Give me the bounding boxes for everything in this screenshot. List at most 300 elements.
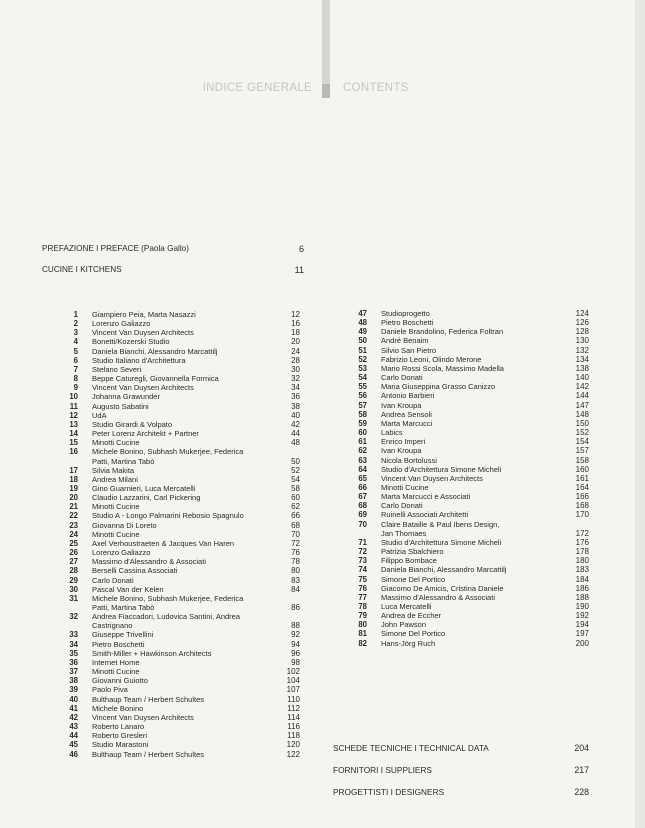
toc-entry-title: PREFAZIONE I PREFACE (Paola Gallo) <box>42 244 189 253</box>
toc-row-designer: Minotti Cucine <box>92 502 140 512</box>
toc-row-number: 11 <box>69 401 78 411</box>
toc-row-number: 22 <box>69 511 78 521</box>
toc-row <box>48 328 300 337</box>
toc-row-designer: Smith-Miller + Hawkinson Architects <box>92 648 212 658</box>
toc-row <box>48 539 300 548</box>
toc-row-page: 32 <box>291 374 300 384</box>
toc-row-number: 55 <box>358 382 367 392</box>
toc-row-designer: Internet Home <box>92 657 140 667</box>
toc-row-page: 197 <box>575 629 589 639</box>
toc-row-page: 138 <box>575 363 589 373</box>
toc-row-number: 75 <box>358 574 367 584</box>
toc-row-page: 154 <box>575 437 589 447</box>
toc-row-page: 12 <box>291 310 300 319</box>
toc-row <box>48 438 300 447</box>
top-divider-bar <box>322 0 330 84</box>
toc-row <box>48 511 300 520</box>
toc-row-number: 35 <box>69 648 78 658</box>
toc-row <box>48 402 300 411</box>
toc-row-number: 62 <box>358 446 367 456</box>
toc-row <box>337 318 589 327</box>
toc-row-designer: Silvia Makita <box>92 465 135 475</box>
toc-row-number: 3 <box>73 328 78 338</box>
toc-row-number: 76 <box>358 583 367 593</box>
toc-row <box>48 630 300 639</box>
toc-row-number: 82 <box>358 638 367 648</box>
toc-row-number: 69 <box>358 510 367 520</box>
toc-row-designer: Andrea Sensoli <box>381 409 432 419</box>
toc-row-designer: Pietro Boschetti <box>381 318 434 328</box>
toc-row-designer: Maria Giuseppina Grasso Canizzo <box>381 382 496 392</box>
toc-row-page: 44 <box>291 429 300 439</box>
toc-row <box>48 576 300 585</box>
toc-row <box>48 347 300 356</box>
toc-row <box>48 493 300 502</box>
toc-row-designer: Labics <box>381 428 403 438</box>
toc-row-number: 26 <box>69 548 78 558</box>
toc-row-number: 73 <box>358 556 367 566</box>
toc-row <box>337 584 589 593</box>
toc-row <box>48 695 300 704</box>
toc-row-page: 164 <box>575 482 589 492</box>
toc-row-designer: Axel Verhoustraeten & Jacques Van Haren <box>92 538 235 548</box>
toc-row <box>48 429 300 438</box>
toc-row <box>337 437 589 446</box>
toc-row-page: 194 <box>575 620 589 630</box>
toc-row <box>337 547 589 556</box>
toc-row-designer: Carlo Donati <box>381 373 423 383</box>
toc-row-number: 29 <box>69 575 78 585</box>
toc-row-designer: Minotti Cucine <box>92 438 140 448</box>
toc-row-designer: Minotti Cucine <box>92 529 140 539</box>
toc-row <box>48 319 300 328</box>
toc-row-page: 96 <box>291 648 300 658</box>
toc-row-page: 36 <box>291 392 300 402</box>
toc-row-page: 192 <box>575 611 589 621</box>
toc-row-page: 161 <box>575 473 589 483</box>
toc-row-designer: Michele Bonino, Subhash Mukerjee, Federica Patti, Martina Tabò <box>92 593 244 612</box>
toc-entry-title: SCHEDE TECNICHE I TECHNICAL DATA <box>333 743 489 753</box>
toc-row-number: 39 <box>69 685 78 695</box>
toc-row-designer: Ivan Kroupa <box>381 400 422 410</box>
toc-row-number: 59 <box>358 418 367 428</box>
toc-row-designer: Studio d'Architettura Simone Micheli <box>381 537 502 547</box>
toc-row-designer: Luca Mercatelli <box>381 602 432 611</box>
toc-row-designer: Vincent Van Duysen Architects <box>92 328 194 338</box>
toc-row <box>337 483 589 492</box>
toc-row <box>337 593 589 602</box>
toc-row-designer: Giovanna Di Loreto <box>92 520 157 530</box>
toc-row-designer: Bulthaup Team / Herbert Schultes <box>92 694 205 704</box>
toc-row-number: 20 <box>69 493 78 503</box>
toc-row-page: 94 <box>291 639 300 649</box>
toc-row <box>337 428 589 437</box>
toc-row <box>48 649 300 658</box>
toc-row-number: 56 <box>358 391 367 401</box>
toc-row <box>337 501 589 510</box>
toc-row-designer: Roberto Gresleri <box>92 731 148 741</box>
toc-row-page: 42 <box>291 419 300 429</box>
toc-row-designer: Beppe Caturegli, Giovannella Formica <box>92 374 219 384</box>
toc-row-designer: Bulthaup Team / Herbert Schultes <box>92 749 205 759</box>
toc-row-number: 48 <box>358 318 367 328</box>
toc-row-page: 66 <box>291 511 300 521</box>
toc-row-designer: Antonio Barbieri <box>381 391 435 401</box>
toc-row-number: 36 <box>69 657 78 667</box>
toc-row-page: 118 <box>287 731 300 741</box>
toc-row-page: 122 <box>286 749 300 759</box>
toc-row-number: 64 <box>358 464 367 474</box>
toc-row-designer: Minotti Cucine <box>92 667 140 677</box>
toc-row-number: 66 <box>358 482 367 492</box>
toc-row-designer: Giovanni Guiotto <box>92 676 148 686</box>
toc-row-page: 112 <box>287 703 300 713</box>
toc-row-number: 28 <box>69 566 78 576</box>
toc-row-number: 8 <box>73 374 78 384</box>
toc-row <box>337 629 589 638</box>
toc-row-designer: Johanna Grawunder <box>92 392 160 402</box>
toc-row-designer: Marta Marcucci e Associati <box>381 492 471 502</box>
toc-row-page: 172 <box>575 528 589 538</box>
toc-row-designer: Berselli Cassina Associati <box>92 566 178 576</box>
toc-row-designer: Bonetti/Kozerski Studio <box>92 337 170 347</box>
toc-row-number: 13 <box>69 419 78 429</box>
toc-row-number: 38 <box>69 676 78 686</box>
toc-row <box>337 520 589 538</box>
toc-row-designer: Daniele Brandolino, Federica Foltran <box>381 327 504 337</box>
toc-row-number: 60 <box>358 428 367 438</box>
toc-row-number: 32 <box>69 612 78 622</box>
toc-row-designer: Ivan Kroupa <box>381 446 422 456</box>
toc-row-number: 7 <box>73 364 78 374</box>
toc-row <box>48 475 300 484</box>
toc-row <box>337 327 589 336</box>
toc-row-designer: Augusto Sabatini <box>92 401 149 411</box>
toc-row-page: 84 <box>291 584 300 594</box>
toc-row <box>337 611 589 620</box>
toc-row-number: 70 <box>358 519 367 529</box>
toc-row-number: 58 <box>358 409 367 419</box>
toc-row-number: 27 <box>69 557 78 567</box>
toc-row-designer: Enrico Imperi <box>381 437 426 447</box>
toc-row-designer: Simone Del Portico <box>381 574 446 584</box>
toc-row-number: 53 <box>358 363 367 373</box>
toc-row-number: 67 <box>358 492 367 502</box>
toc-row-page: 160 <box>575 464 589 474</box>
toc-row <box>337 364 589 373</box>
toc-row-page: 30 <box>291 364 300 374</box>
toc-row-number: 2 <box>73 319 78 329</box>
toc-row <box>48 704 300 713</box>
toc-row-number: 16 <box>69 447 78 457</box>
toc-project-list-right <box>337 309 589 648</box>
toc-row <box>48 521 300 530</box>
toc-row-page: 200 <box>575 638 589 648</box>
toc-row <box>48 676 300 685</box>
toc-row-designer: Patrizia Sbalchiero <box>381 547 444 557</box>
toc-row-designer: Carlo Donati <box>381 501 423 511</box>
toc-row <box>48 585 300 594</box>
toc-row-page: 147 <box>575 400 589 410</box>
toc-row-number: 21 <box>69 502 78 512</box>
toc-row-page: 158 <box>575 455 589 465</box>
toc-row-page: 132 <box>575 345 589 355</box>
toc-row-number: 43 <box>69 722 78 732</box>
toc-row <box>48 750 300 759</box>
toc-row-page: 180 <box>575 556 589 566</box>
toc-row-page: 102 <box>286 667 300 677</box>
toc-row-number: 15 <box>69 438 78 448</box>
toc-row-page: 107 <box>286 685 300 695</box>
toc-row-page: 168 <box>575 501 589 511</box>
toc-row <box>337 510 589 519</box>
toc-row-designer: Giacomo De Amicis, Cristina Daniele <box>381 583 504 593</box>
toc-row <box>48 685 300 694</box>
toc-row-designer: Daniela Bianchi, Alessandro Marcattilj <box>92 346 218 356</box>
toc-row-designer: Andrea Milani <box>92 474 138 484</box>
toc-row-designer: Mario Rossi Scola, Massimo Madella <box>381 363 504 373</box>
toc-row <box>48 557 300 566</box>
toc-row-page: 50 <box>291 456 300 466</box>
toc-row-page: 28 <box>291 355 300 365</box>
toc-row <box>48 411 300 420</box>
toc-row-designer: Andrea Fiaccadori, Ludovica Santini, Andrea Castrignano <box>92 612 241 631</box>
toc-row-number: 4 <box>73 337 78 347</box>
toc-row-page: 72 <box>291 538 300 548</box>
toc-row-page: 58 <box>291 483 300 493</box>
toc-row-number: 33 <box>69 630 78 640</box>
toc-row-designer: Minotti Cucine <box>381 482 429 492</box>
toc-row <box>48 640 300 649</box>
toc-row <box>48 310 300 319</box>
toc-row-number: 1 <box>73 310 78 319</box>
toc-row-page: 183 <box>575 565 589 575</box>
toc-row <box>48 566 300 575</box>
toc-row-number: 54 <box>358 373 367 383</box>
toc-row-designer: Giampiero Peia, Marta Nasazzi <box>92 310 196 319</box>
toc-row-designer: John Pawson <box>381 620 427 630</box>
toc-row <box>48 658 300 667</box>
toc-row-page: 140 <box>575 373 589 383</box>
toc-row <box>48 356 300 365</box>
toc-row-number: 23 <box>69 520 78 530</box>
toc-row-page: 142 <box>575 382 589 392</box>
toc-row-number: 42 <box>69 712 78 722</box>
toc-row <box>48 365 300 374</box>
toc-row-designer: Marta Marcucci <box>381 418 433 428</box>
toc-row-page: 78 <box>291 557 300 567</box>
toc-entry-page: 11 <box>294 265 304 275</box>
toc-row-designer: Claudio Lazzarini, Carl Pickering <box>92 493 201 503</box>
toc-row-page: 98 <box>291 657 300 667</box>
toc-row <box>48 337 300 346</box>
toc-entry-title: CUCINE I KITCHENS <box>42 265 122 274</box>
toc-row-designer: Giuseppe Trivellini <box>92 630 154 640</box>
toc-row-number: 45 <box>69 740 78 750</box>
toc-row-page: 126 <box>575 318 589 328</box>
toc-row <box>337 401 589 410</box>
toc-row-page: 176 <box>575 537 589 547</box>
toc-row-page: 52 <box>291 465 300 475</box>
toc-row-page: 152 <box>575 428 589 438</box>
toc-row <box>48 612 300 630</box>
toc-row-number: 44 <box>69 731 78 741</box>
toc-row-number: 77 <box>358 592 367 602</box>
toc-row-number: 80 <box>358 620 367 630</box>
toc-row-number: 79 <box>358 611 367 621</box>
toc-row <box>48 383 300 392</box>
toc-row-number: 6 <box>73 355 78 365</box>
toc-row-page: 88 <box>291 621 300 631</box>
toc-row-page: 190 <box>575 602 589 611</box>
toc-row-page: 170 <box>575 510 589 520</box>
toc-row-page: 92 <box>291 630 300 640</box>
toc-row-designer: Paolo Piva <box>92 685 128 695</box>
toc-row-number: 49 <box>358 327 367 337</box>
toc-row-designer: Pascal Van der Kelen <box>92 584 164 594</box>
toc-entry-title: FORNITORI I SUPPLIERS <box>333 765 432 775</box>
toc-row <box>48 722 300 731</box>
toc-row-designer: Fabrizio Leoni, Olindo Merone <box>381 354 482 364</box>
toc-row-page: 48 <box>291 438 300 448</box>
toc-row <box>337 556 589 565</box>
toc-row-number: 74 <box>358 565 367 575</box>
toc-row-number: 47 <box>358 309 367 318</box>
toc-row-number: 50 <box>358 336 367 346</box>
header-title-italian: INDICE GENERALE <box>202 82 312 94</box>
toc-row <box>48 594 300 612</box>
toc-row-designer: Filippo Bombace <box>381 556 437 566</box>
toc-row <box>337 336 589 345</box>
toc-row-number: 57 <box>358 400 367 410</box>
toc-row <box>48 484 300 493</box>
toc-row-number: 78 <box>358 602 367 611</box>
toc-row-designer: Lorenzo Galiazzo <box>92 548 151 558</box>
toc-row-designer: Roberto Lanaro <box>92 722 145 732</box>
toc-row-designer: Pietro Boschetti <box>92 639 145 649</box>
toc-row <box>48 374 300 383</box>
toc-row-number: 5 <box>73 346 78 356</box>
toc-row <box>337 575 589 584</box>
toc-row-designer: Stefano Severi <box>92 364 142 374</box>
toc-row-number: 63 <box>358 455 367 465</box>
toc-row-page: 116 <box>287 722 300 732</box>
toc-row-number: 71 <box>358 537 367 547</box>
toc-row-number: 52 <box>358 354 367 364</box>
toc-row-designer: Studio Girardi & Volpato <box>92 419 173 429</box>
toc-row-page: 130 <box>575 336 589 346</box>
toc-row <box>337 602 589 611</box>
toc-row-designer: Michele Bonino <box>92 703 144 713</box>
toc-row-number: 18 <box>69 474 78 484</box>
toc-project-list-left <box>48 310 300 759</box>
toc-row-designer: Michele Bonino, Subhash Mukerjee, Federica Patti, Martina Tabò <box>92 447 244 466</box>
toc-row <box>337 565 589 574</box>
toc-row-designer: Peter Lorenz Architekt + Partner <box>92 429 199 439</box>
toc-row-number: 25 <box>69 538 78 548</box>
toc-row-number: 30 <box>69 584 78 594</box>
toc-row-page: 38 <box>291 401 300 411</box>
toc-row-number: 41 <box>69 703 78 713</box>
toc-row-page: 144 <box>575 391 589 401</box>
toc-row <box>337 309 589 318</box>
toc-row-designer: Massimo d'Alessandro & Associati <box>92 557 206 567</box>
toc-row-number: 9 <box>73 383 78 393</box>
toc-row <box>48 740 300 749</box>
toc-row-designer: Vincent Van Duysen Architects <box>92 712 194 722</box>
toc-row <box>337 355 589 364</box>
toc-row-designer: Hans-Jörg Ruch <box>381 638 436 648</box>
toc-row-page: 16 <box>291 319 300 329</box>
toc-row-designer: Andrea de Eccher <box>381 611 442 621</box>
toc-row <box>48 548 300 557</box>
toc-row <box>337 410 589 419</box>
toc-row-designer: Studio A - Longo Palmarini Rebosio Spagnulo <box>92 511 244 521</box>
toc-row-page: 184 <box>575 574 589 584</box>
toc-row-number: 31 <box>69 593 78 603</box>
toc-row-page: 20 <box>291 337 300 347</box>
toc-row-designer: Massimo d'Alessandro & Associati <box>381 592 495 602</box>
toc-row-page: 114 <box>287 712 300 722</box>
toc-row-number: 14 <box>69 429 78 439</box>
toc-row-page: 86 <box>291 603 300 612</box>
toc-row-number: 34 <box>69 639 78 649</box>
toc-row-page: 83 <box>291 575 300 585</box>
toc-row <box>337 419 589 428</box>
toc-row <box>337 474 589 483</box>
toc-row-page: 40 <box>291 410 300 420</box>
toc-row <box>337 456 589 465</box>
toc-row-page: 150 <box>575 418 589 428</box>
toc-row-page: 54 <box>291 474 300 484</box>
toc-row-page: 134 <box>575 354 589 364</box>
header-title-english: CONTENTS <box>343 82 409 94</box>
toc-row-designer: Lorenzo Galiazzo <box>92 319 151 329</box>
toc-row-page: 104 <box>286 676 300 686</box>
page-edge-shade <box>635 0 645 828</box>
toc-row-number: 10 <box>69 392 78 402</box>
toc-row-number: 37 <box>69 667 78 677</box>
toc-row-designer: Silvio San Pietro <box>381 345 437 355</box>
toc-row-page: 18 <box>291 328 300 338</box>
toc-row <box>48 420 300 429</box>
toc-row-page: 186 <box>575 583 589 593</box>
toc-row-number: 68 <box>358 501 367 511</box>
toc-row <box>337 346 589 355</box>
toc-row-designer: Nicola Bortolussi <box>381 455 437 465</box>
toc-row-designer: Vincent Van Duysen Architects <box>381 473 483 483</box>
toc-row-number: 24 <box>69 529 78 539</box>
toc-row-designer: Claire Bataille & Paul Ibens Design, Jan Thomaes <box>381 519 500 538</box>
toc-row-page: 124 <box>575 309 589 318</box>
toc-row-page: 157 <box>575 446 589 456</box>
toc-row-designer: Carlo Donati <box>92 575 134 585</box>
toc-row <box>48 502 300 511</box>
toc-row-page: 34 <box>291 383 300 393</box>
toc-row-page: 178 <box>575 547 589 557</box>
toc-row <box>48 447 300 465</box>
toc-row <box>48 713 300 722</box>
toc-row <box>48 466 300 475</box>
toc-row-number: 51 <box>358 345 367 355</box>
toc-row <box>337 446 589 455</box>
toc-entry-title: PROGETTISTI I DESIGNERS <box>333 787 445 797</box>
toc-row-page: 110 <box>287 694 300 704</box>
toc-row-designer: André Benaim <box>381 336 429 346</box>
toc-row <box>337 465 589 474</box>
toc-row-page: 166 <box>575 492 589 502</box>
toc-row-designer: UdA <box>92 410 107 420</box>
